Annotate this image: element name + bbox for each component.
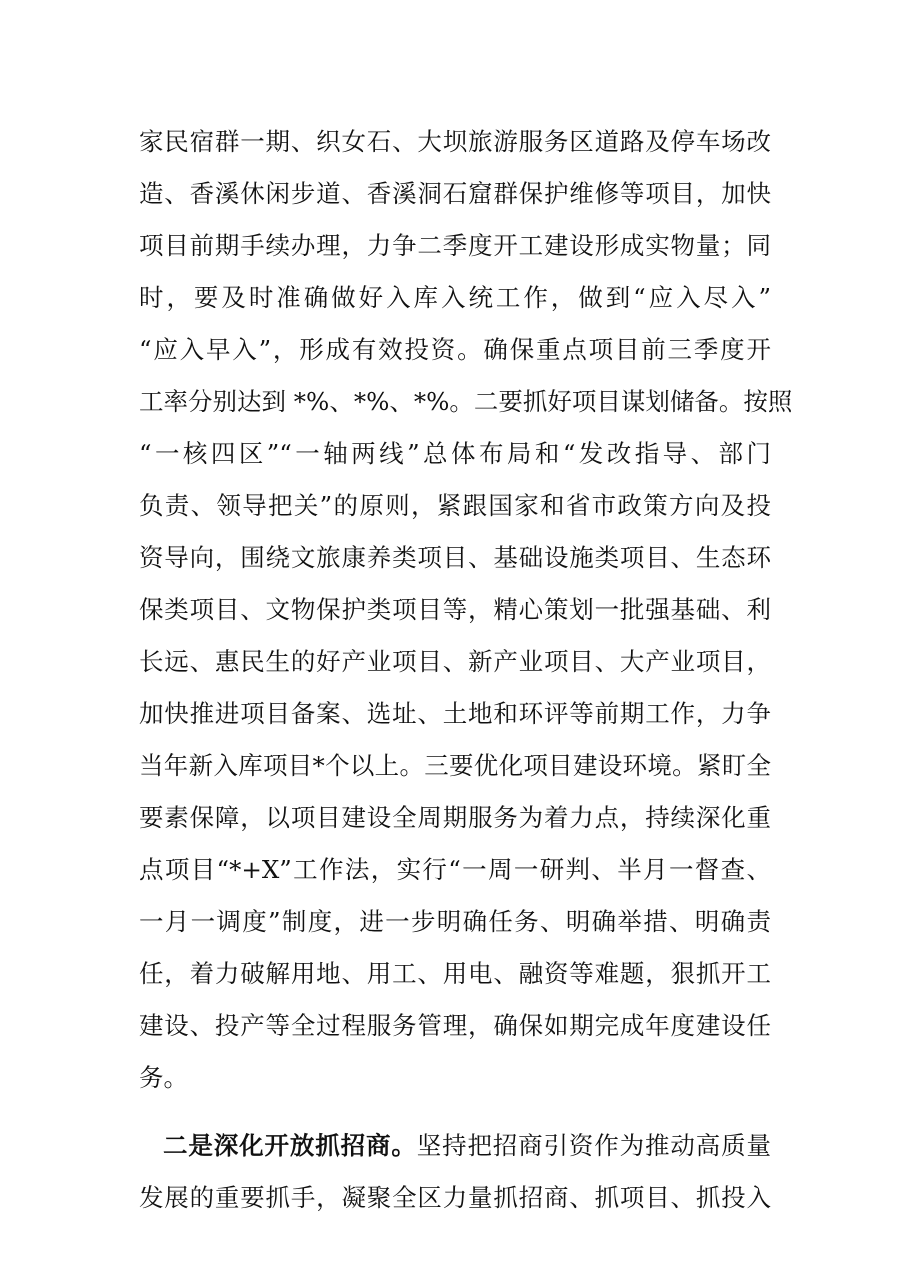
text-line: 要素保障，以项目建设全周期服务为着力点，持续深化重: [139, 803, 771, 832]
text-line: 加快推进项目备案、选址、土地和环评等前期工作，力争: [139, 699, 771, 728]
text-line: 造、香溪休闲步道、香溪洞石窟群保护维修等项目，加快: [139, 179, 771, 208]
text-line: 负责、领导把关”的原则，紧跟国家和省市政策方向及投: [139, 491, 771, 520]
text-run: 坚持把招商引资作为推动高质量: [416, 1131, 772, 1160]
text-line: 建设、投产等全过程服务管理，确保如期完成年度建设任: [139, 1011, 771, 1040]
text-line: 点项目“*+X”工作法，实行“一周一研判、半月一督查、: [139, 855, 771, 884]
text-line: 工率分别达到 *%、*%、*%。二要抓好项目谋划储备。按照: [139, 387, 793, 416]
text-line: 保类项目、文物保护类项目等，精心策划一批强基础、利: [139, 595, 771, 624]
text-line: 任，着力破解用地、用工、用电、融资等难题，狠抓开工: [139, 959, 771, 988]
text-line: 家民宿群一期、织女石、大坝旅游服务区道路及停车场改: [139, 127, 771, 156]
text-line: 长远、惠民生的好产业项目、新产业项目、大产业项目，: [139, 647, 771, 676]
text-line: 项目前期手续办理，力争二季度开工建设形成实物量；同: [139, 231, 771, 260]
text-line: 当年新入库项目*个以上。三要优化项目建设环境。紧盯全: [139, 751, 771, 780]
section-heading: 二是深化开放抓招商。: [163, 1131, 417, 1160]
paragraph-2-first-line: [163, 1128, 771, 1164]
text-line: 时，要及时准确做好入库入统工作，做到“应入尽入”: [139, 283, 771, 312]
text-line: 一月一调度”制度，进一步明确任务、明确举措、明确责: [139, 907, 771, 936]
text-line: “一核四区”“一轴两线”总体布局和“发改指导、部门: [139, 439, 771, 468]
text-line: “应入早入”，形成有效投资。确保重点项目前三季度开: [139, 335, 771, 364]
text-line: 资导向，围绕文旅康养类项目、基础设施类项目、生态环: [139, 543, 771, 572]
text-line: 务。: [139, 1063, 188, 1092]
text-line: 发展的重要抓手，凝聚全区力量抓招商、抓项目、抓投入: [139, 1183, 771, 1212]
